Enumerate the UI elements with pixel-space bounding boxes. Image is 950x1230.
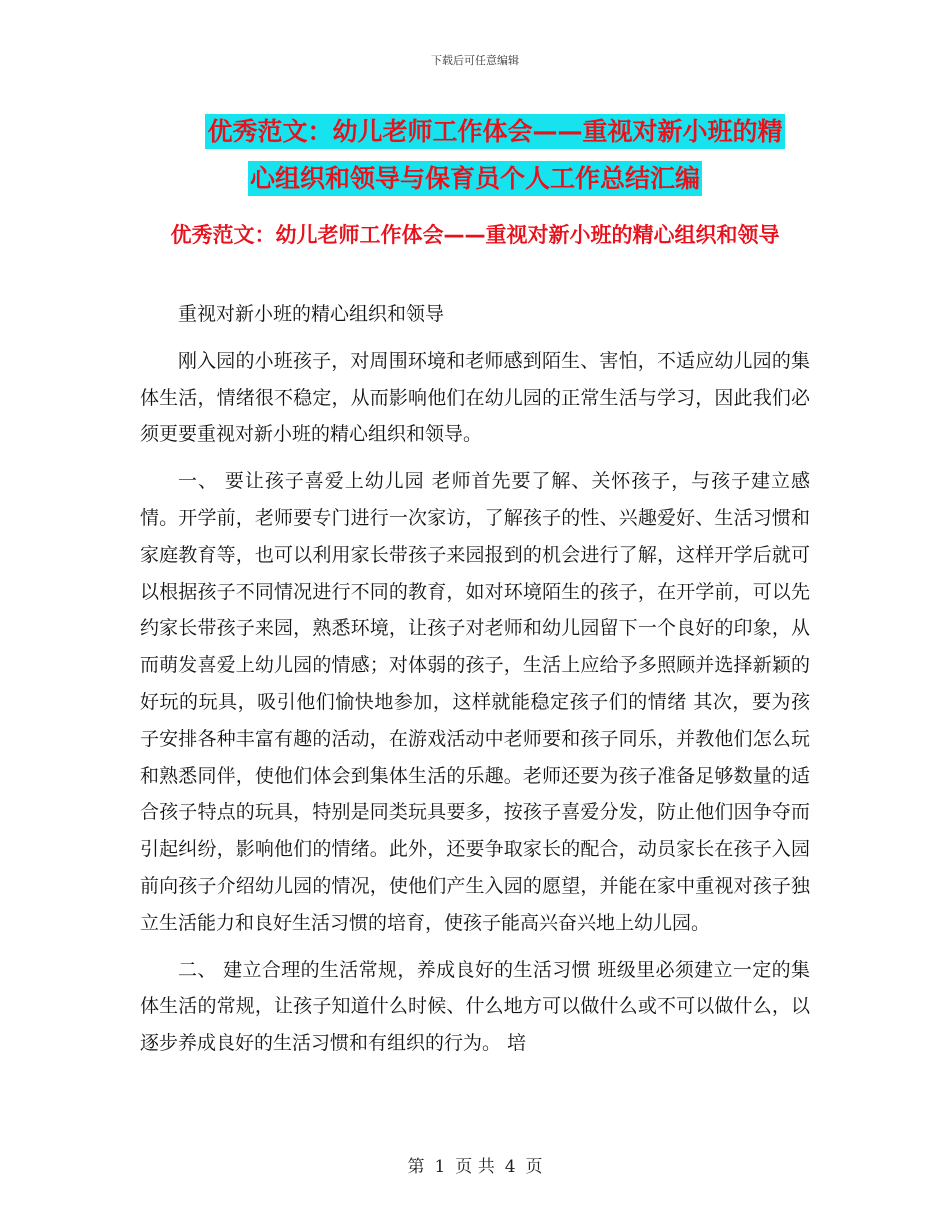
- page-header-note: 下载后可任意编辑: [431, 54, 519, 67]
- body-paragraph-1: 重视对新小班的精心组织和领导: [178, 303, 445, 325]
- page-footer: [0, 1152, 950, 1177]
- document-title: [0, 108, 950, 202]
- footer-page-number: 1: [434, 1157, 446, 1177]
- footer-mid: 页 共: [455, 1157, 495, 1177]
- title-line-2-text: 心组织和领导与保育员个人工作总结汇编: [248, 161, 702, 196]
- footer-total-pages: 4: [504, 1157, 516, 1177]
- footer-prefix: 第: [407, 1157, 425, 1177]
- footer-suffix: 页: [525, 1157, 543, 1177]
- body-paragraph-3: 一、 要让孩子喜爱上幼儿园 老师首先要了解、关怀孩子，与孩子建立感情。开学前，老师要专门进行一次家访，了解孩子的性、兴趣爱好、生活习惯和家庭教育等，也可以利用家长带孩子来园报到的机会进行了解，这样开学后就可以根据孩子不同情况进行不同的教育，如对环境陌生的孩子，在开学前，可以先约家长带孩子来园，熟悉环境，让孩子对老师和幼儿园留下一个良好的印象，从而萌发喜爱上幼儿园的情感；对体弱的孩子，生活上应给予多照顾并选择新颖的好玩的玩具，吸引他们愉快地参加，这样就能稳定孩子们的情绪 其次，要为孩子安排各种丰富有趣的活动，在游戏活动中老师要和孩子同乐，并教他们怎么玩和熟悉同伴，使他们体会到集体生活的乐趣。老师还要为孩子准备足够数量的适合孩子特点的玩具，特别是同类玩具要多，按孩子喜爱分发，防止他们因争夺而引起纠纷，影响他们的情绪。此外，还要争取家长的配合，动员家长在孩子入园前向孩子介绍幼儿园的情况，使他们产生入园的愿望，并能在家中重视对孩子独立生活能力和良好生活习惯的培育，使孩子能高兴奋兴地上幼儿园。: [140, 470, 810, 934]
- body-paragraph-2: 刚入园的小班孩子，对周围环境和老师感到陌生、害怕，不适应幼儿园的集体生活，情绪很不稳定，从而影响他们在幼儿园的正常生活与学习，因此我们必须更要重视对新小班的精心组织和领导。: [140, 349, 810, 446]
- section-heading: 优秀范文：幼儿老师工作体会——重视对新小班的精心组织和领导: [170, 223, 780, 247]
- title-line-1-text: 优秀范文：幼儿老师工作体会——重视对新小班的精: [205, 114, 784, 149]
- body-paragraph-4: 二、 建立合理的生活常规，养成良好的生活习惯 班级里必须建立一定的集体生活的常规，让孩子知道什么时候、什么地方可以做什么或不可以做什么，以逐步养成良好的生活习惯和有组织的行为。 培: [140, 958, 810, 1055]
- title-line-2: [0, 155, 950, 202]
- body-content: [140, 296, 810, 1072]
- title-line-1: [0, 108, 950, 155]
